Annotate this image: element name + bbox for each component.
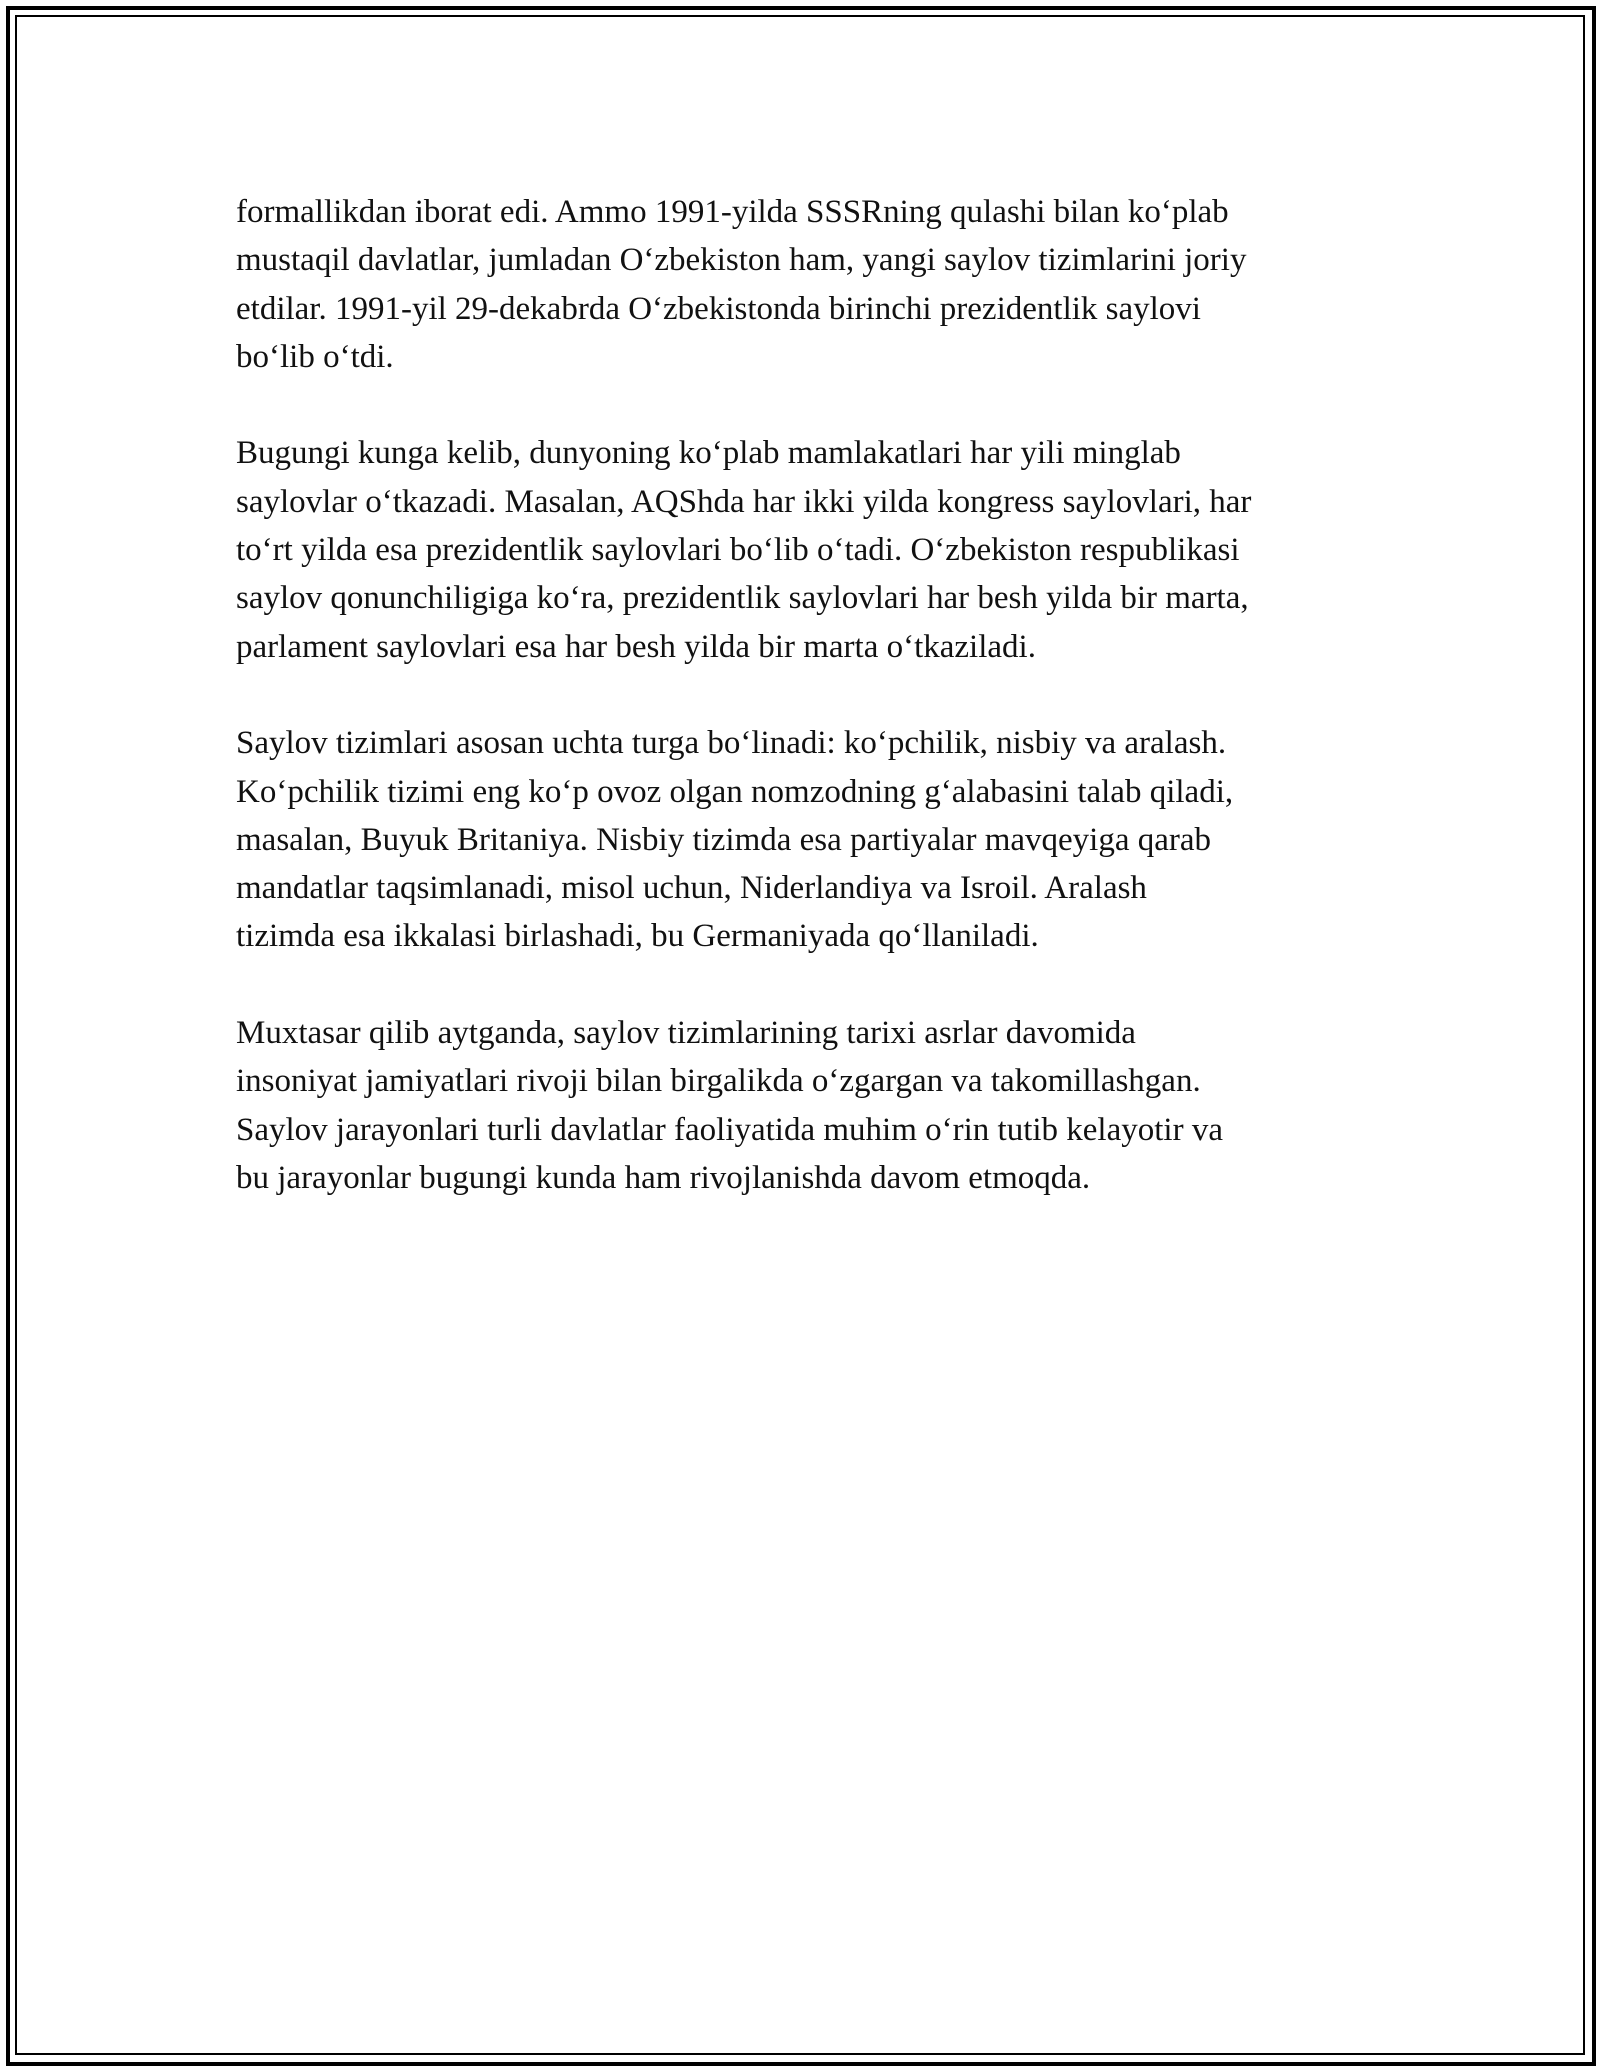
- text-line: bo‘lib o‘tdi.: [236, 338, 394, 375]
- text-line: Muxtasar qilib aytganda, saylov tizimlarining tarixi asrlar davomida: [236, 1015, 1136, 1052]
- text-line: masalan, Buyuk Britaniya. Nisbiy tizimda esa partiyalar mavqeyiga qarab: [236, 821, 1212, 858]
- text-line: insoniyat jamiyatlari rivoji bilan birgalikda o‘zgargan va takomillashgan.: [236, 1063, 1201, 1100]
- text-line: saylovlar o‘tkazadi. Masalan, AQShda har ikki yilda kongress saylovlari, har: [236, 483, 1252, 520]
- document-body: [236, 188, 1406, 1251]
- text-line: saylov qonunchiligiga ko‘ra, prezidentlik saylovlari har besh yilda bir marta,: [236, 580, 1249, 617]
- paragraph-2: [236, 429, 1406, 670]
- text-line: Ko‘pchilik tizimi eng ko‘p ovoz olgan nomzodning g‘alabasini talab qiladi,: [236, 773, 1234, 810]
- text-line: parlament saylovlari esa har besh yilda bir marta o‘tkaziladi.: [236, 628, 1036, 665]
- paragraph-3: [236, 719, 1406, 960]
- text-line: tizimda esa ikkalasi birlashadi, bu Germaniyada qo‘llaniladi.: [236, 918, 1039, 955]
- text-line: Bugungi kunga kelib, dunyoning ko‘plab mamlakatlari har yili minglab: [236, 435, 1181, 472]
- text-line: Saylov jarayonlari turli davlatlar faoliyatida muhim o‘rin tutib kelayotir va: [236, 1111, 1223, 1148]
- text-line: etdilar. 1991-yil 29-dekabrda O‘zbekistonda birinchi prezidentlik saylovi: [236, 290, 1201, 327]
- paragraph-1: [236, 188, 1406, 381]
- text-line: mandatlar taqsimlanadi, misol uchun, Niderlandiya va Isroil. Aralash: [236, 870, 1147, 907]
- text-line: mustaqil davlatlar, jumladan O‘zbekiston ham, yangi saylov tizimlarini joriy: [236, 242, 1247, 279]
- text-line: bu jarayonlar bugungi kunda ham rivojlanishda davom etmoqda.: [236, 1159, 1091, 1196]
- text-line: Saylov tizimlari asosan uchta turga bo‘linadi: ko‘pchilik, nisbiy va aralash.: [236, 725, 1227, 762]
- paragraph-4: [236, 1009, 1406, 1202]
- text-line: to‘rt yilda esa prezidentlik saylovlari bo‘lib o‘tadi. O‘zbekiston respublikasi: [236, 532, 1240, 569]
- text-line: formallikdan iborat edi. Ammo 1991-yilda SSSRning qulashi bilan ko‘plab: [236, 194, 1229, 230]
